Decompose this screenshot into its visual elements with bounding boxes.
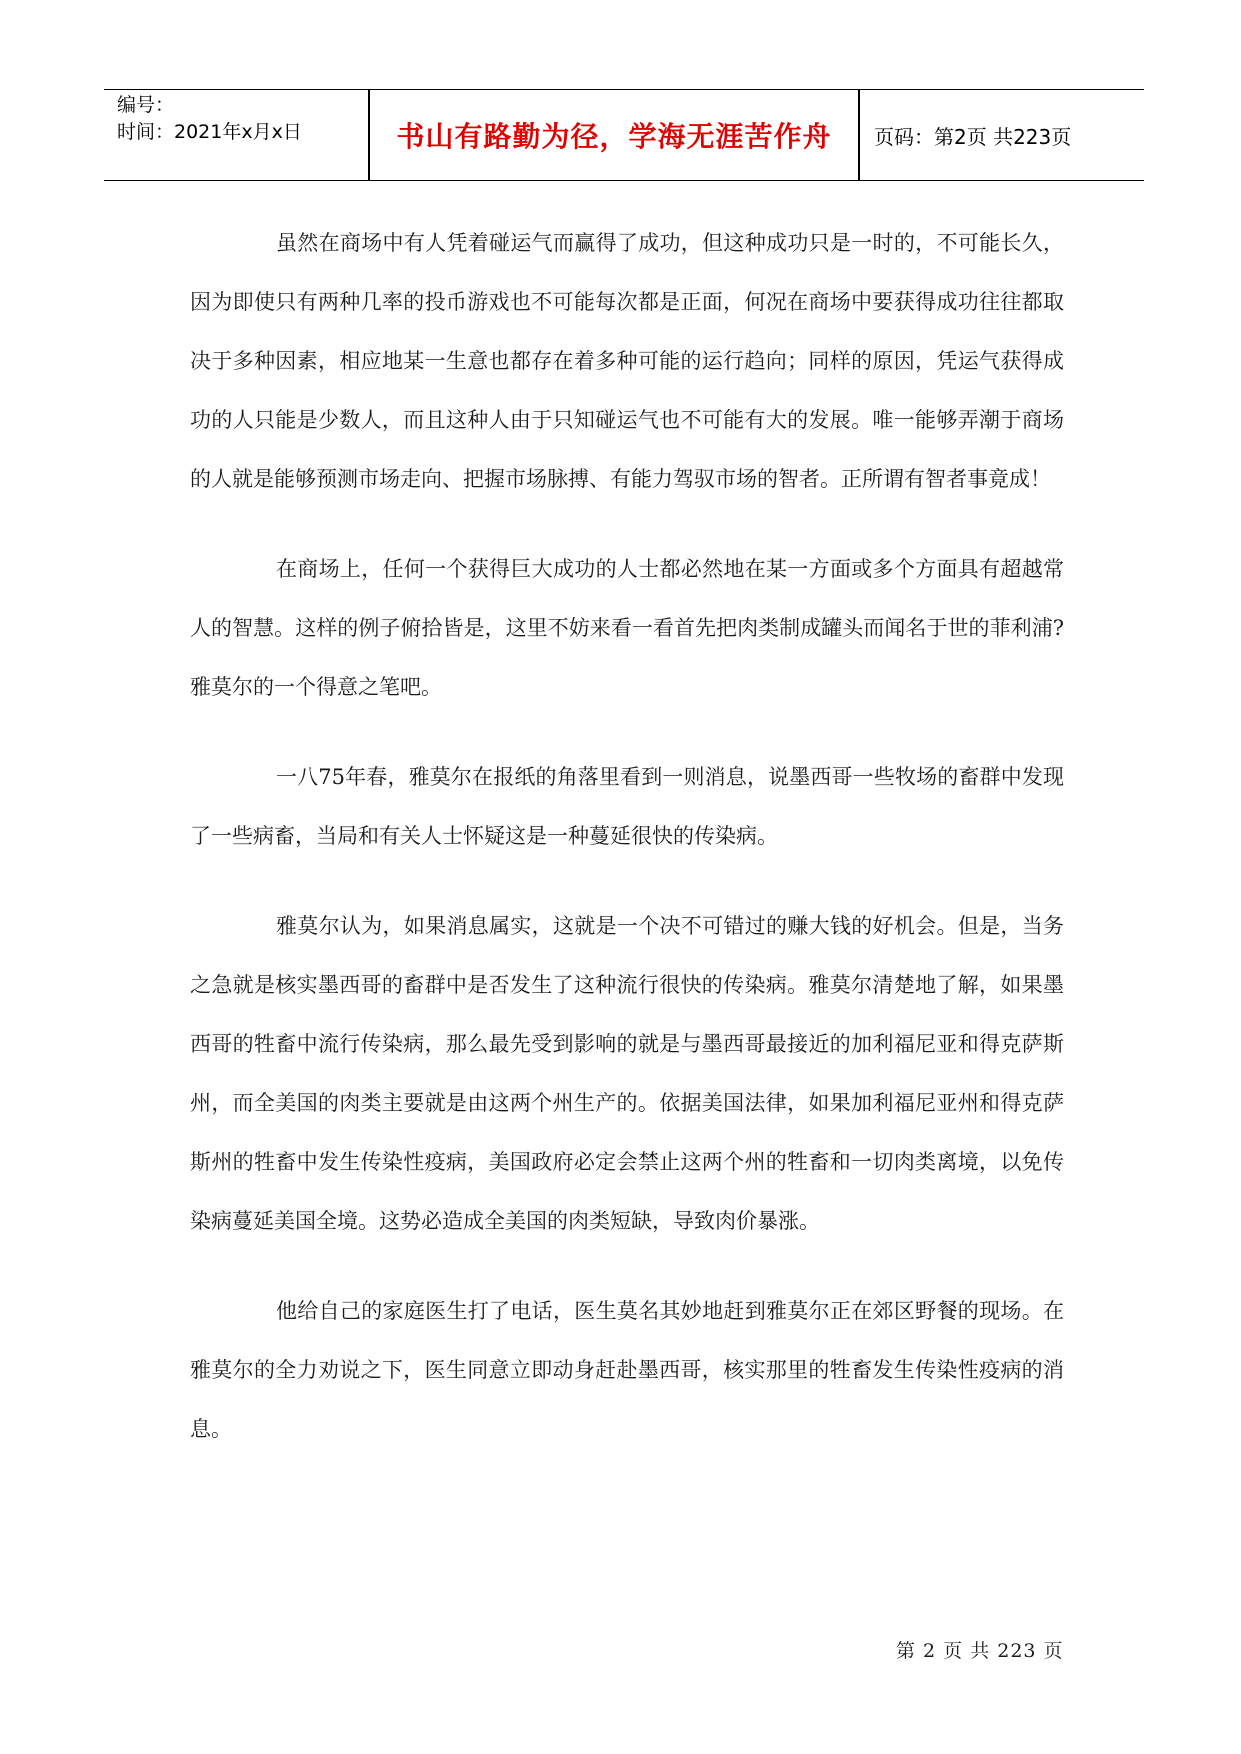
page-header — [104, 89, 1144, 181]
document-body — [190, 214, 1064, 1490]
body-paragraph: 他给自己的家庭医生打了电话，医生莫名其妙地赶到雅莫尔正在郊区野餐的现场。在雅莫尔的全力劝说之下，医生同意立即动身赶赴墨西哥，核实那里的牲畜发生传染性疫病的消息。 — [190, 1299, 1064, 1441]
time-label: 时间：2021年x月x日 — [117, 121, 302, 143]
page-footer: 第 2 页 共 223 页 — [896, 1640, 1064, 1662]
header-page-code: 页码：第2页 共223页 — [874, 124, 1072, 149]
header-meta — [117, 92, 302, 146]
body-paragraph: 在商场上，任何一个获得巨大成功的人士都必然地在某一方面或多个方面具有超越常人的智慧。这样的例子俯拾皆是，这里不妨来看一看首先把肉类制成罐头而闻名于世的菲利浦?雅莫尔的一个得意之笔吧。 — [190, 557, 1064, 699]
body-paragraph: 雅莫尔认为，如果消息属实，这就是一个决不可错过的赚大钱的好机会。但是，当务之急就是核实墨西哥的畜群中是否发生了这种流行很快的传染病。雅莫尔清楚地了解，如果墨西哥的牲畜中流行传染病，那么最先受到影响的就是与墨西哥最接近的加利福尼亚和得克萨斯州，而全美国的肉类主要就是由这两个州生产的。依据美国法律，如果加利福尼亚州和得克萨斯州的牲畜中发生传染性疫病，美国政府必定会禁止这两个州的牲畜和一切肉类离境，以免传染病蔓延美国全境。这势必造成全美国的肉类短缺，导致肉价暴涨。 — [190, 914, 1064, 1233]
header-motto: 书山有路勤为径，学海无涯苦作舟 — [396, 120, 832, 153]
header-divider — [858, 90, 860, 180]
serial-number-label: 编号： — [117, 94, 175, 116]
body-paragraph: 一八75年春，雅莫尔在报纸的角落里看到一则消息，说墨西哥一些牧场的畜群中发现了一些病畜，当局和有关人士怀疑这是一种蔓延很快的传染病。 — [190, 765, 1064, 848]
body-paragraph: 虽然在商场中有人凭着碰运气而赢得了成功，但这种成功只是一时的，不可能长久，因为即使只有两种几率的投币游戏也不可能每次都是正面，何况在商场中要获得成功往往都取决于多种因素，相应地某一生意也都存在着多种可能的运行趋向；同样的原因，凭运气获得成功的人只能是少数人，而且这种人由于只知碰运气也不可能有大的发展。唯一能够弄潮于商场的人就是能够预测市场走向、把握市场脉搏、有能力驾驭市场的智者。正所谓有智者事竟成！ — [190, 231, 1064, 491]
